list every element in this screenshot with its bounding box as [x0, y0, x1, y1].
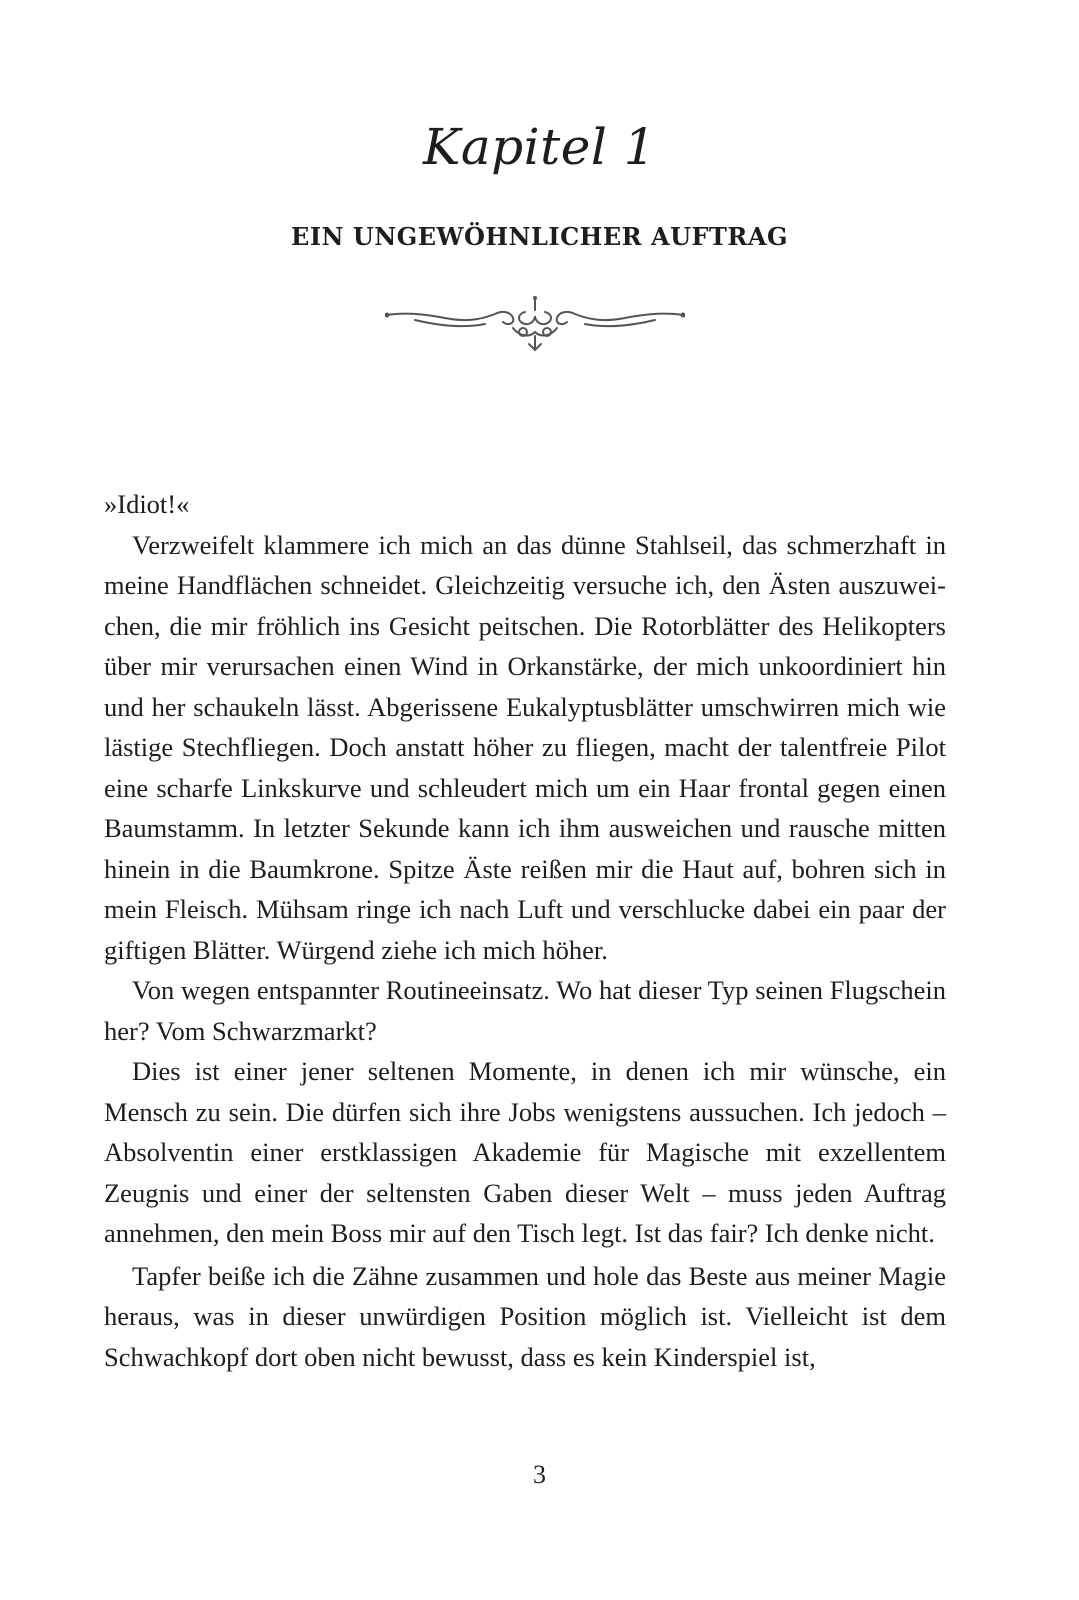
chapter-subtitle: EIN UNGEWÖHNLICHER AUFTRAG — [291, 222, 788, 251]
paragraph: Von wegen entspannter Routineeinsatz. Wo hat dieser Typ seinen Flugschein her? Vom Schwarzmarkt? — [104, 975, 946, 1046]
chapter-text — [104, 484, 946, 1377]
paragraph: Dies ist einer jener seltenen Momente, in denen ich mir wünsche, ein Mensch zu sein. Die dürfen sich ihre Jobs wenigstens aussuchen. Ich jedoch – Absolventin einer erstklassigen Akademie für Magische mit exzellentem Zeugnis und einer der seltensten Gaben dieser Welt – muss jeden Auftrag annehmen, den mein Boss mir auf den Tisch legt. Ist das fair? Ich denke nicht. — [104, 1056, 946, 1248]
paragraph: Verzweifelt klammere ich mich an das dünne Stahlseil, das schmerzhaft in meine Handflächen schneidet. Gleichzeitig versuche ich, den Ästen auszuweichen, die mir fröhlich ins Gesicht peitschen. Die Rotorblätter des Helikopters über mir verursachen einen Wind in Orkanstärke, der mich unkoordiniert hin und her schaukeln lässt. Abgerissene Eukalyptusblätter umschwirren mich wie lästige Stechfliegen. Doch anstatt höher zu fliegen, macht der talentfreie Pilot eine scharfe Linkskurve und schleudert mich um ein Haar frontal gegen einen Baumstamm. In letzter Sekunde kann ich ihm ausweichen und rausche mitten hinein in die Baumkrone. Spitze Äste reißen mir die Haut auf, bohren sich in mein Fleisch. Mühsam ringe ich nach Luft und verschlucke dabei ein paar der giftigen Blätter. Würgend ziehe ich mich höher. — [104, 529, 946, 965]
paragraph: Tapfer beiße ich die Zähne zusammen und hole das Beste aus meiner Magie heraus, was in dieser unwürdigen Position möglich ist. Vielleicht ist dem Schwachkopf dort oben nicht bewusst, dass es kein Kinderspiel ist, — [104, 1260, 946, 1372]
chapter-title: Kapitel 1 — [422, 118, 657, 176]
paragraph: »Idiot!« — [104, 489, 190, 519]
scroll-flourish-ornament-icon — [385, 292, 685, 362]
page-number: 3 — [533, 1460, 546, 1489]
